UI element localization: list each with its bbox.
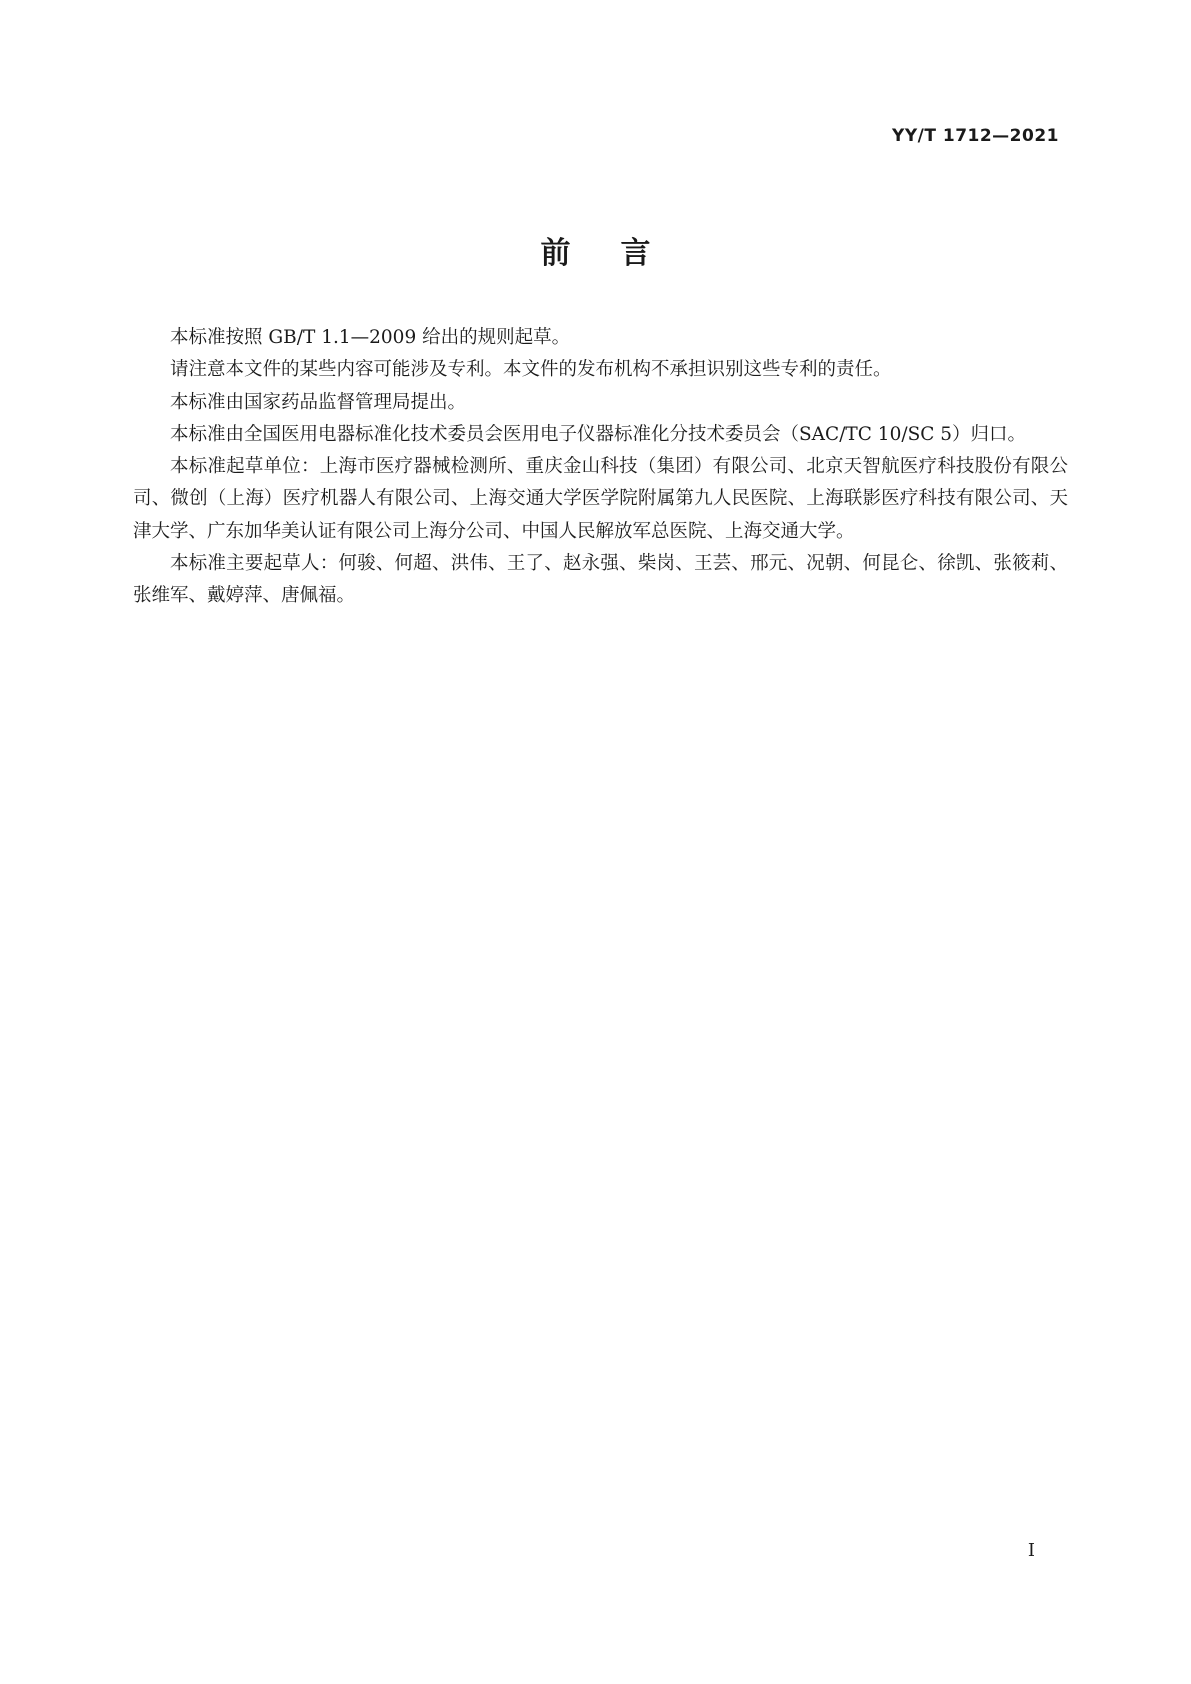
paragraph-proposed-by: 本标准由国家药品监督管理局提出。 <box>170 391 467 413</box>
standard-code: YY/T 1712—2021 <box>892 126 1059 146</box>
page-title: 前言 <box>540 236 701 271</box>
paragraph-drafting-units: 本标准起草单位：上海市医疗器械检测所、重庆金山科技（集团）有限公司、北京天智航医疗科技股份有限公司、微创（上海）医疗机器人有限公司、上海交通大学医学院附属第九人民医院、上海联影医疗科技有限公司、天津大学、广东加华美认证有限公司上海分公司、中国人民解放军总医院、上海交通大学。 <box>133 456 1068 542</box>
paragraph-patent-notice: 请注意本文件的某些内容可能涉及专利。本文件的发布机构不承担识别这些专利的责任。 <box>170 359 892 381</box>
foreword-body <box>133 322 1068 613</box>
paragraph-technical-committee: 本标准由全国医用电器标准化技术委员会医用电子仪器标准化分技术委员会（SAC/TC 10/SC 5）归口。 <box>170 423 1027 445</box>
paragraph-drafting-rules: 本标准按照 GB/T 1.1—2009 给出的规则起草。 <box>170 327 571 348</box>
paragraph-drafters: 本标准主要起草人：何骏、何超、洪伟、王了、赵永强、柴岗、王芸、邢元、况朝、何昆仑、徐凯、张筱莉、张维军、戴婷萍、唐佩福。 <box>133 553 1068 607</box>
page-number: I <box>1027 1540 1035 1561</box>
